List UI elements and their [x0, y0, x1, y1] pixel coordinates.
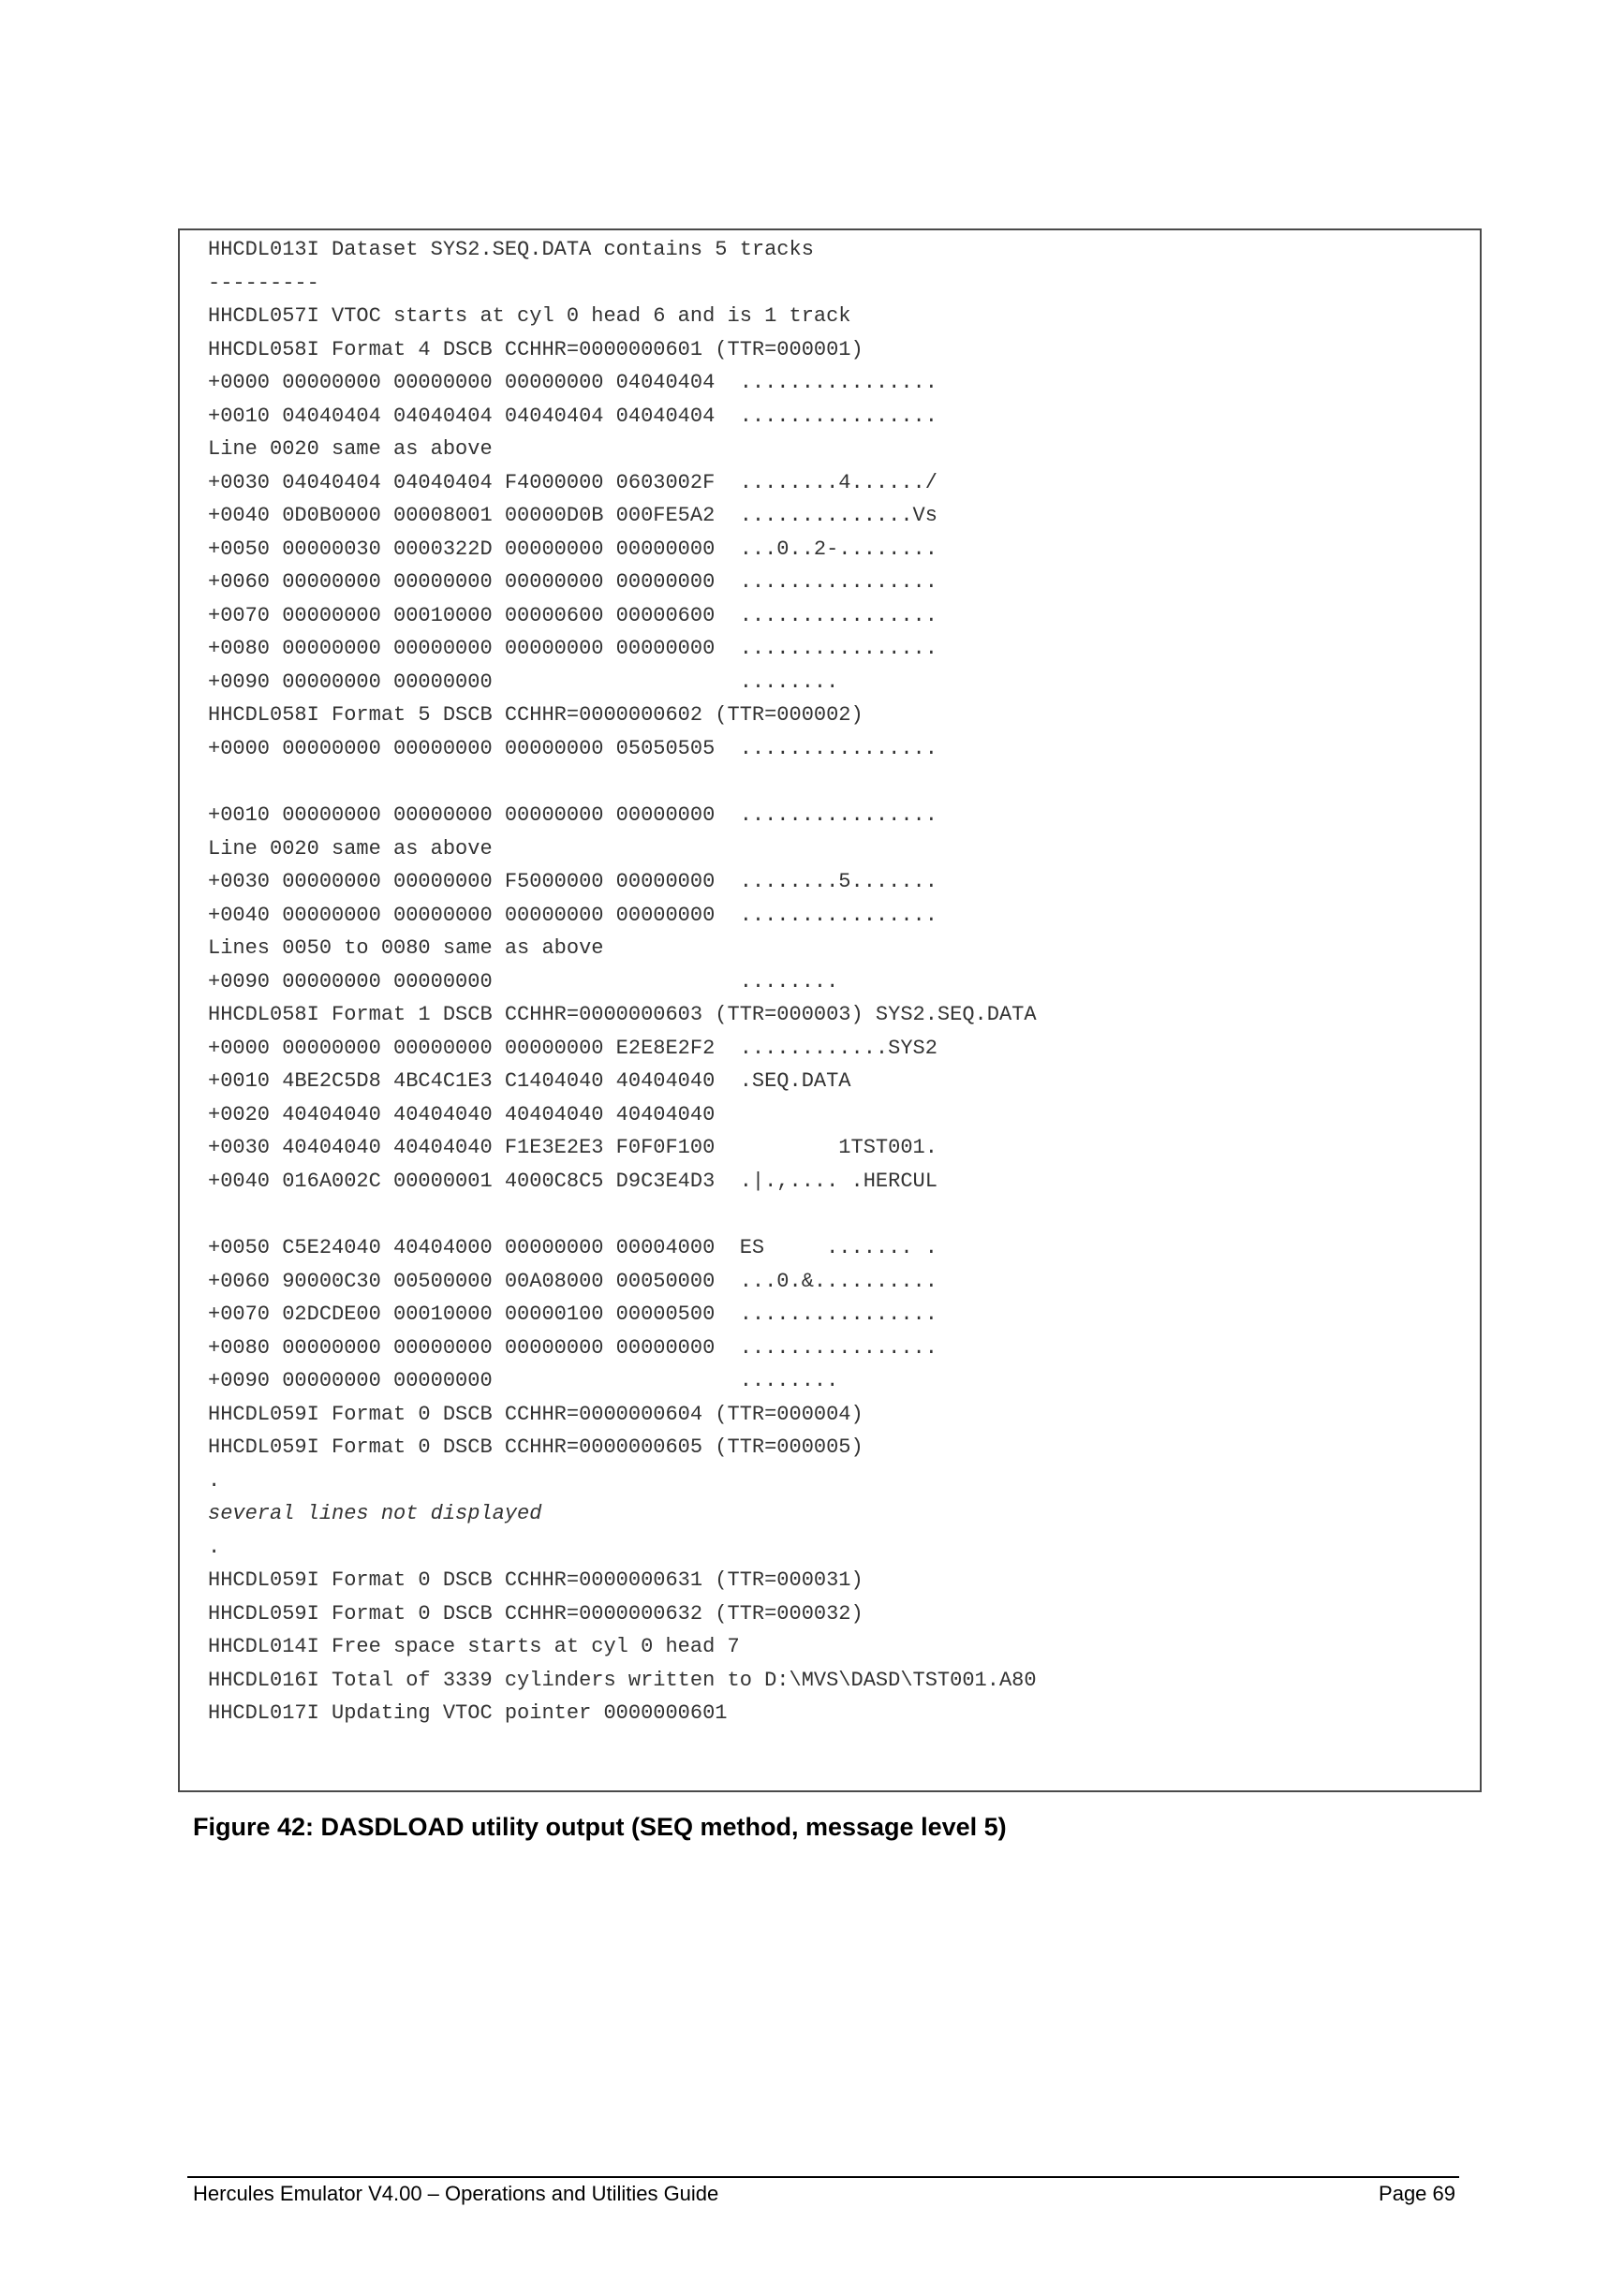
console-line: Lines 0050 to 0080 same as above: [208, 936, 604, 960]
console-line: HHCDL013I Dataset SYS2.SEQ.DATA contains 5 tracks: [208, 238, 814, 261]
console-line: +0000 00000000 00000000 00000000 E2E8E2F2 ............SYS2: [208, 1036, 937, 1060]
console-line: +0030 00000000 00000000 F5000000 00000000 ........5.......: [208, 870, 937, 893]
console-line: HHCDL057I VTOC starts at cyl 0 head 6 and is 1 track: [208, 304, 851, 328]
console-line: HHCDL059I Format 0 DSCB CCHHR=0000000605 (TTR=000005): [208, 1435, 864, 1459]
console-line: +0040 016A002C 00000001 4000C8C5 D9C3E4D3 .|.,.... .HERCUL: [208, 1169, 937, 1193]
console-line: +0070 00000000 00010000 00000600 00000600 ................: [208, 603, 937, 627]
console-line: +0020 40404040 40404040 40404040 40404040: [208, 1102, 716, 1126]
console-line: +0080 00000000 00000000 00000000 00000000 ................: [208, 1335, 937, 1360]
figure-caption: Figure 42: DASDLOAD utility output (SEQ method, message level 5): [193, 1813, 1007, 1841]
console-line: +0080 00000000 00000000 00000000 00000000 ................: [208, 637, 937, 660]
console-line: +0070 02DCDE00 00010000 00000100 00000500 ................: [208, 1303, 937, 1326]
console-line: HHCDL058I Format 4 DSCB CCHHR=0000000601 (TTR=000001): [208, 337, 864, 361]
console-line: Line 0020 same as above: [208, 437, 493, 461]
console-line: +0040 00000000 00000000 00000000 00000000 ................: [208, 903, 937, 927]
console-line: ---------: [208, 271, 319, 295]
console-line: +0050 C5E24040 40404000 00000000 00004000 ES ....... .: [208, 1236, 937, 1259]
console-line: +0010 04040404 04040404 04040404 04040404 ................: [208, 404, 937, 428]
console-line: HHCDL017I Updating VTOC pointer 0000000601: [208, 1701, 728, 1725]
footer-page-number: Page 69: [1379, 2182, 1455, 2205]
console-line: HHCDL014I Free space starts at cyl 0 head 7: [208, 1635, 740, 1658]
console-line: +0010 00000000 00000000 00000000 00000000 ................: [208, 803, 937, 827]
console-output-box: [178, 228, 1482, 1792]
console-line: .: [208, 1535, 221, 1559]
console-line: HHCDL059I Format 0 DSCB CCHHR=0000000632 (TTR=000032): [208, 1601, 864, 1626]
console-line: +0000 00000000 00000000 00000000 04040404 ................: [208, 371, 937, 394]
footer-divider: [187, 2176, 1459, 2178]
console-line: HHCDL058I Format 5 DSCB CCHHR=0000000602 (TTR=000002): [208, 703, 864, 727]
console-line: +0090 00000000 00000000 ........: [208, 969, 839, 993]
console-line: +0000 00000000 00000000 00000000 05050505 ................: [208, 736, 937, 760]
console-line: +0030 04040404 04040404 F4000000 0603002F ........4....../: [208, 470, 937, 494]
console-line: several lines not displayed: [208, 1502, 542, 1525]
console-line: HHCDL059I Format 0 DSCB CCHHR=0000000631 (TTR=000031): [208, 1568, 864, 1592]
footer-document-title: Hercules Emulator V4.00 – Operations and Utilities Guide: [193, 2182, 719, 2205]
console-line: HHCDL058I Format 1 DSCB CCHHR=0000000603 (TTR=000003) SYS2.SEQ.DATA: [208, 1003, 1037, 1026]
console-line: +0060 00000000 00000000 00000000 00000000 ................: [208, 570, 937, 594]
console-line: HHCDL059I Format 0 DSCB CCHHR=0000000604 (TTR=000004): [208, 1402, 864, 1426]
console-line: .: [208, 1468, 221, 1493]
console-line: +0010 4BE2C5D8 4BC4C1E3 C1404040 40404040 .SEQ.DATA: [208, 1069, 851, 1093]
console-line: Line 0020 same as above: [208, 836, 493, 861]
console-line: +0090 00000000 00000000 ........: [208, 670, 839, 694]
console-line: +0040 0D0B0000 00008001 00000D0B 000FE5A2 ..............Vs: [208, 504, 937, 527]
console-line: +0090 00000000 00000000 ........: [208, 1369, 839, 1392]
console-line: +0060 90000C30 00500000 00A08000 00050000 ...0.&..........: [208, 1269, 937, 1293]
console-line: +0050 00000030 0000322D 00000000 00000000 ...0..2-........: [208, 537, 937, 561]
console-line: HHCDL016I Total of 3339 cylinders written to D:\MVS\DASD\TST001.A80: [208, 1668, 1037, 1692]
console-line: +0030 40404040 40404040 F1E3E2E3 F0F0F100 1TST001.: [208, 1136, 937, 1159]
